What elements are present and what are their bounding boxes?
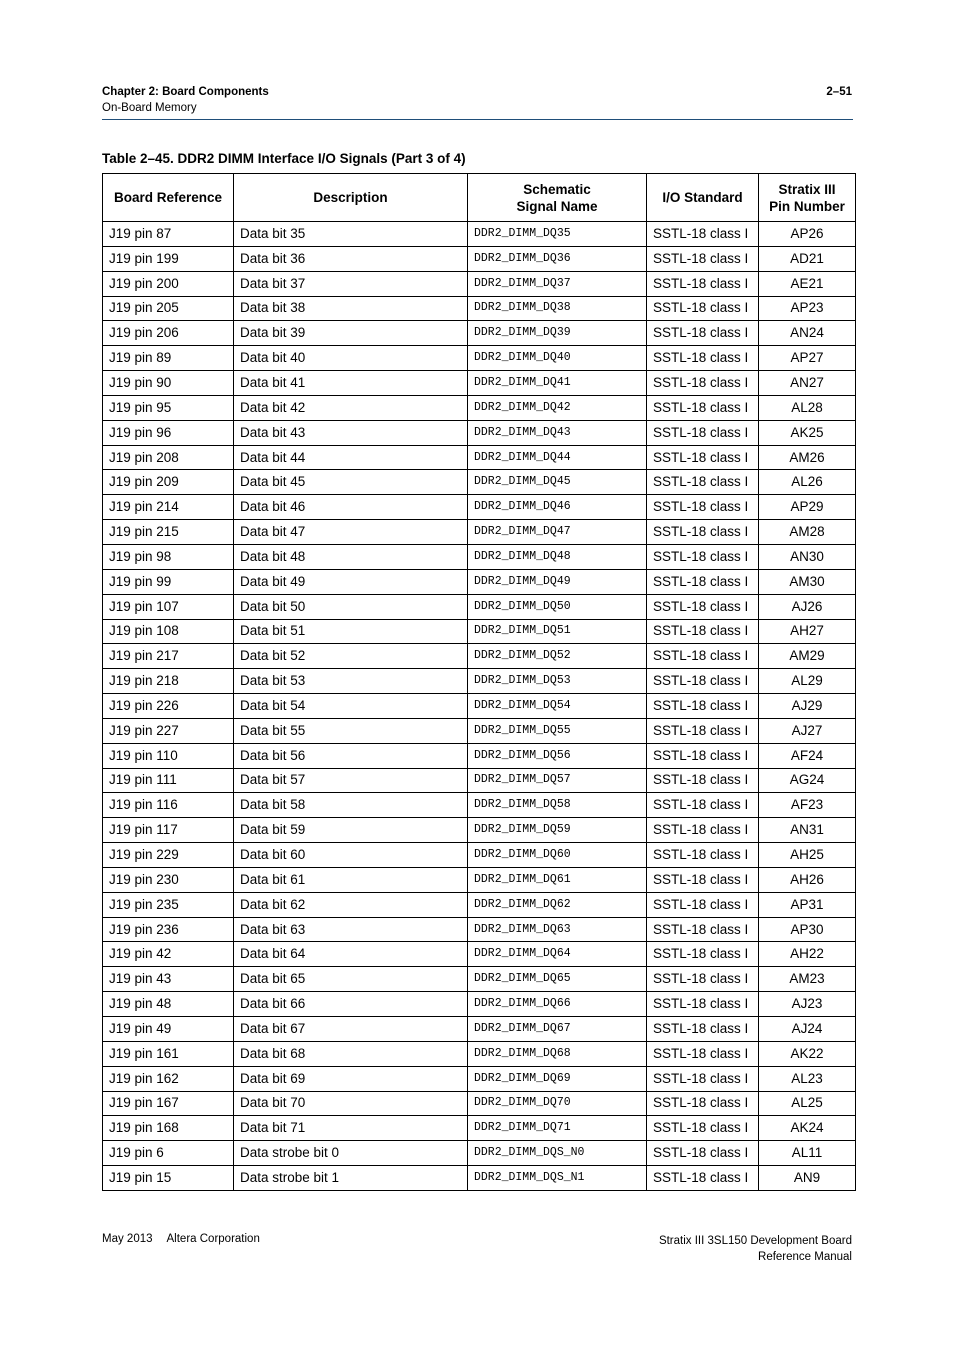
col-header-io-standard: I/O Standard bbox=[647, 174, 759, 222]
table-row bbox=[103, 346, 856, 371]
signals-table bbox=[102, 173, 856, 1191]
col-header-board-reference: Board Reference bbox=[103, 174, 234, 222]
table-row bbox=[103, 495, 856, 520]
pin-number-cell: AM30 bbox=[759, 569, 856, 594]
col-header-description: Description bbox=[234, 174, 468, 222]
table-caption: Table 2–45. DDR2 DIMM Interface I/O Signals (Part 3 of 4) bbox=[102, 151, 466, 166]
board-reference-cell: J19 pin 6 bbox=[103, 1141, 234, 1166]
description-cell: Data bit 44 bbox=[234, 445, 468, 470]
io-standard-cell: SSTL-18 class I bbox=[647, 718, 759, 743]
description-cell: Data bit 64 bbox=[234, 942, 468, 967]
table-row bbox=[103, 967, 856, 992]
footer-date: May 2013 bbox=[102, 1233, 153, 1245]
signal-name-cell: DDR2_DIMM_DQ62 bbox=[468, 892, 647, 917]
signal-name-cell: DDR2_DIMM_DQ35 bbox=[468, 222, 647, 247]
signal-name-cell: DDR2_DIMM_DQ60 bbox=[468, 843, 647, 868]
board-reference-cell: J19 pin 98 bbox=[103, 544, 234, 569]
table-row bbox=[103, 1116, 856, 1141]
io-standard-cell: SSTL-18 class I bbox=[647, 520, 759, 545]
table-row bbox=[103, 768, 856, 793]
description-cell: Data bit 36 bbox=[234, 246, 468, 271]
board-reference-cell: J19 pin 209 bbox=[103, 470, 234, 495]
board-reference-cell: J19 pin 15 bbox=[103, 1166, 234, 1191]
col-header-schematic-signal-name bbox=[468, 174, 647, 222]
running-header bbox=[102, 84, 269, 116]
pin-number-cell: AP30 bbox=[759, 917, 856, 942]
description-cell: Data bit 62 bbox=[234, 892, 468, 917]
header-rule bbox=[102, 119, 853, 120]
io-standard-cell: SSTL-18 class I bbox=[647, 743, 759, 768]
board-reference-cell: J19 pin 42 bbox=[103, 942, 234, 967]
description-cell: Data bit 60 bbox=[234, 843, 468, 868]
description-cell: Data bit 58 bbox=[234, 793, 468, 818]
pin-number-cell: AJ23 bbox=[759, 992, 856, 1017]
board-reference-cell: J19 pin 111 bbox=[103, 768, 234, 793]
io-standard-cell: SSTL-18 class I bbox=[647, 420, 759, 445]
signal-name-cell: DDR2_DIMM_DQ63 bbox=[468, 917, 647, 942]
io-standard-cell: SSTL-18 class I bbox=[647, 470, 759, 495]
io-standard-cell: SSTL-18 class I bbox=[647, 694, 759, 719]
pin-number-cell: AN27 bbox=[759, 371, 856, 396]
board-reference-cell: J19 pin 89 bbox=[103, 346, 234, 371]
signal-name-cell: DDR2_DIMM_DQ61 bbox=[468, 867, 647, 892]
signal-name-cell: DDR2_DIMM_DQ50 bbox=[468, 594, 647, 619]
signal-name-cell: DDR2_DIMM_DQ48 bbox=[468, 544, 647, 569]
footer-doc-title-line1: Stratix III 3SL150 Development Board bbox=[658, 1235, 852, 1247]
io-standard-cell: SSTL-18 class I bbox=[647, 395, 759, 420]
table-row bbox=[103, 1066, 856, 1091]
pin-number-cell: AP23 bbox=[759, 296, 856, 321]
col-header-pin-number bbox=[759, 174, 856, 222]
board-reference-cell: J19 pin 116 bbox=[103, 793, 234, 818]
col-header-pin-line1: Stratix III bbox=[778, 181, 836, 197]
table-row bbox=[103, 445, 856, 470]
footer-right bbox=[659, 1233, 852, 1265]
pin-number-cell: AH27 bbox=[759, 619, 856, 644]
description-cell: Data bit 35 bbox=[234, 222, 468, 247]
board-reference-cell: J19 pin 96 bbox=[103, 420, 234, 445]
table-row bbox=[103, 321, 856, 346]
description-cell: Data bit 63 bbox=[234, 917, 468, 942]
signal-name-cell: DDR2_DIMM_DQ69 bbox=[468, 1066, 647, 1091]
board-reference-cell: J19 pin 49 bbox=[103, 1017, 234, 1042]
description-cell: Data bit 56 bbox=[234, 743, 468, 768]
signal-name-cell: DDR2_DIMM_DQ41 bbox=[468, 371, 647, 396]
description-cell: Data bit 54 bbox=[234, 694, 468, 719]
signal-name-cell: DDR2_DIMM_DQ66 bbox=[468, 992, 647, 1017]
pin-number-cell: AN24 bbox=[759, 321, 856, 346]
io-standard-cell: SSTL-18 class I bbox=[647, 892, 759, 917]
table-row bbox=[103, 544, 856, 569]
signal-name-cell: DDR2_DIMM_DQ52 bbox=[468, 644, 647, 669]
table-row bbox=[103, 942, 856, 967]
pin-number-cell: AM23 bbox=[759, 967, 856, 992]
board-reference-cell: J19 pin 199 bbox=[103, 246, 234, 271]
signal-name-cell: DDR2_DIMM_DQ45 bbox=[468, 470, 647, 495]
table-row bbox=[103, 718, 856, 743]
table-row bbox=[103, 818, 856, 843]
board-reference-cell: J19 pin 87 bbox=[103, 222, 234, 247]
table-row bbox=[103, 420, 856, 445]
io-standard-cell: SSTL-18 class I bbox=[647, 619, 759, 644]
board-reference-cell: J19 pin 162 bbox=[103, 1066, 234, 1091]
pin-number-cell: AL25 bbox=[759, 1091, 856, 1116]
signal-name-cell: DDR2_DIMM_DQ51 bbox=[468, 619, 647, 644]
signal-name-cell: DDR2_DIMM_DQ59 bbox=[468, 818, 647, 843]
board-reference-cell: J19 pin 214 bbox=[103, 495, 234, 520]
board-reference-cell: J19 pin 43 bbox=[103, 967, 234, 992]
io-standard-cell: SSTL-18 class I bbox=[647, 495, 759, 520]
description-cell: Data bit 51 bbox=[234, 619, 468, 644]
board-reference-cell: J19 pin 236 bbox=[103, 917, 234, 942]
pin-number-cell: AM26 bbox=[759, 445, 856, 470]
description-cell: Data bit 50 bbox=[234, 594, 468, 619]
pin-number-cell: AJ26 bbox=[759, 594, 856, 619]
signal-name-cell: DDR2_DIMM_DQ56 bbox=[468, 743, 647, 768]
signal-name-cell: DDR2_DIMM_DQ40 bbox=[468, 346, 647, 371]
pin-number-cell: AK24 bbox=[759, 1116, 856, 1141]
page-number: 2–51 bbox=[826, 86, 852, 98]
description-cell: Data bit 46 bbox=[234, 495, 468, 520]
signal-name-cell: DDR2_DIMM_DQ42 bbox=[468, 395, 647, 420]
io-standard-cell: SSTL-18 class I bbox=[647, 321, 759, 346]
io-standard-cell: SSTL-18 class I bbox=[647, 1166, 759, 1191]
description-cell: Data strobe bit 0 bbox=[234, 1141, 468, 1166]
io-standard-cell: SSTL-18 class I bbox=[647, 967, 759, 992]
table-row bbox=[103, 594, 856, 619]
io-standard-cell: SSTL-18 class I bbox=[647, 371, 759, 396]
description-cell: Data bit 38 bbox=[234, 296, 468, 321]
table-row bbox=[103, 222, 856, 247]
description-cell: Data bit 69 bbox=[234, 1066, 468, 1091]
table-row bbox=[103, 395, 856, 420]
description-cell: Data bit 47 bbox=[234, 520, 468, 545]
signal-name-cell: DDR2_DIMM_DQ39 bbox=[468, 321, 647, 346]
io-standard-cell: SSTL-18 class I bbox=[647, 569, 759, 594]
board-reference-cell: J19 pin 117 bbox=[103, 818, 234, 843]
io-standard-cell: SSTL-18 class I bbox=[647, 1041, 759, 1066]
signal-name-cell: DDR2_DIMM_DQ46 bbox=[468, 495, 647, 520]
io-standard-cell: SSTL-18 class I bbox=[647, 644, 759, 669]
pin-number-cell: AE21 bbox=[759, 271, 856, 296]
description-cell: Data bit 68 bbox=[234, 1041, 468, 1066]
io-standard-cell: SSTL-18 class I bbox=[647, 544, 759, 569]
table-header-row bbox=[103, 174, 856, 222]
table-row bbox=[103, 296, 856, 321]
pin-number-cell: AP26 bbox=[759, 222, 856, 247]
board-reference-cell: J19 pin 168 bbox=[103, 1116, 234, 1141]
signal-name-cell: DDR2_DIMM_DQ38 bbox=[468, 296, 647, 321]
signal-name-cell: DDR2_DIMM_DQ58 bbox=[468, 793, 647, 818]
signal-name-cell: DDR2_DIMM_DQ67 bbox=[468, 1017, 647, 1042]
board-reference-cell: J19 pin 218 bbox=[103, 669, 234, 694]
table-row bbox=[103, 1141, 856, 1166]
pin-number-cell: AL26 bbox=[759, 470, 856, 495]
description-cell: Data bit 70 bbox=[234, 1091, 468, 1116]
signal-name-cell: DDR2_DIMM_DQ68 bbox=[468, 1041, 647, 1066]
signal-name-cell: DDR2_DIMM_DQ55 bbox=[468, 718, 647, 743]
description-cell: Data bit 57 bbox=[234, 768, 468, 793]
io-standard-cell: SSTL-18 class I bbox=[647, 669, 759, 694]
pin-number-cell: AJ29 bbox=[759, 694, 856, 719]
description-cell: Data bit 71 bbox=[234, 1116, 468, 1141]
io-standard-cell: SSTL-18 class I bbox=[647, 1066, 759, 1091]
pin-number-cell: AG24 bbox=[759, 768, 856, 793]
pin-number-cell: AL11 bbox=[759, 1141, 856, 1166]
io-standard-cell: SSTL-18 class I bbox=[647, 1116, 759, 1141]
board-reference-cell: J19 pin 217 bbox=[103, 644, 234, 669]
signal-name-cell: DDR2_DIMM_DQ54 bbox=[468, 694, 647, 719]
table-row bbox=[103, 694, 856, 719]
table-row bbox=[103, 867, 856, 892]
io-standard-cell: SSTL-18 class I bbox=[647, 271, 759, 296]
table-row bbox=[103, 992, 856, 1017]
io-standard-cell: SSTL-18 class I bbox=[647, 917, 759, 942]
board-reference-cell: J19 pin 235 bbox=[103, 892, 234, 917]
board-reference-cell: J19 pin 161 bbox=[103, 1041, 234, 1066]
description-cell: Data strobe bit 1 bbox=[234, 1166, 468, 1191]
pin-number-cell: AF24 bbox=[759, 743, 856, 768]
io-standard-cell: SSTL-18 class I bbox=[647, 793, 759, 818]
col-header-schematic-line2: Signal Name bbox=[516, 198, 598, 214]
pin-number-cell: AK22 bbox=[759, 1041, 856, 1066]
pin-number-cell: AH26 bbox=[759, 867, 856, 892]
pin-number-cell: AN30 bbox=[759, 544, 856, 569]
footer-company: Altera Corporation bbox=[166, 1233, 260, 1245]
pin-number-cell: AJ27 bbox=[759, 718, 856, 743]
col-header-pin-line2: Pin Number bbox=[769, 198, 845, 214]
signal-name-cell: DDR2_DIMM_DQS_N0 bbox=[468, 1141, 647, 1166]
table-row bbox=[103, 619, 856, 644]
board-reference-cell: J19 pin 200 bbox=[103, 271, 234, 296]
signal-name-cell: DDR2_DIMM_DQ43 bbox=[468, 420, 647, 445]
board-reference-cell: J19 pin 108 bbox=[103, 619, 234, 644]
table-row bbox=[103, 371, 856, 396]
board-reference-cell: J19 pin 226 bbox=[103, 694, 234, 719]
section-title: On-Board Memory bbox=[102, 102, 197, 114]
description-cell: Data bit 55 bbox=[234, 718, 468, 743]
pin-number-cell: AF23 bbox=[759, 793, 856, 818]
description-cell: Data bit 53 bbox=[234, 669, 468, 694]
signal-name-cell: DDR2_DIMM_DQ37 bbox=[468, 271, 647, 296]
board-reference-cell: J19 pin 229 bbox=[103, 843, 234, 868]
io-standard-cell: SSTL-18 class I bbox=[647, 818, 759, 843]
description-cell: Data bit 49 bbox=[234, 569, 468, 594]
table-row bbox=[103, 470, 856, 495]
board-reference-cell: J19 pin 107 bbox=[103, 594, 234, 619]
description-cell: Data bit 66 bbox=[234, 992, 468, 1017]
board-reference-cell: J19 pin 230 bbox=[103, 867, 234, 892]
pin-number-cell: AM29 bbox=[759, 644, 856, 669]
table-row bbox=[103, 843, 856, 868]
io-standard-cell: SSTL-18 class I bbox=[647, 222, 759, 247]
signal-name-cell: DDR2_DIMM_DQ64 bbox=[468, 942, 647, 967]
table-row bbox=[103, 569, 856, 594]
board-reference-cell: J19 pin 167 bbox=[103, 1091, 234, 1116]
pin-number-cell: AJ24 bbox=[759, 1017, 856, 1042]
signal-name-cell: DDR2_DIMM_DQ49 bbox=[468, 569, 647, 594]
col-header-schematic-line1: Schematic bbox=[523, 181, 591, 197]
board-reference-cell: J19 pin 208 bbox=[103, 445, 234, 470]
io-standard-cell: SSTL-18 class I bbox=[647, 445, 759, 470]
pin-number-cell: AP31 bbox=[759, 892, 856, 917]
board-reference-cell: J19 pin 205 bbox=[103, 296, 234, 321]
signal-name-cell: DDR2_DIMM_DQ70 bbox=[468, 1091, 647, 1116]
table-body bbox=[103, 222, 856, 1191]
signal-name-cell: DDR2_DIMM_DQ47 bbox=[468, 520, 647, 545]
io-standard-cell: SSTL-18 class I bbox=[647, 1141, 759, 1166]
pin-number-cell: AH25 bbox=[759, 843, 856, 868]
pin-number-cell: AL28 bbox=[759, 395, 856, 420]
description-cell: Data bit 52 bbox=[234, 644, 468, 669]
description-cell: Data bit 41 bbox=[234, 371, 468, 396]
io-standard-cell: SSTL-18 class I bbox=[647, 346, 759, 371]
description-cell: Data bit 45 bbox=[234, 470, 468, 495]
table-row bbox=[103, 520, 856, 545]
chapter-title: Chapter 2: Board Components bbox=[102, 86, 269, 98]
io-standard-cell: SSTL-18 class I bbox=[647, 1091, 759, 1116]
board-reference-cell: J19 pin 215 bbox=[103, 520, 234, 545]
io-standard-cell: SSTL-18 class I bbox=[647, 296, 759, 321]
description-cell: Data bit 39 bbox=[234, 321, 468, 346]
pin-number-cell: AP29 bbox=[759, 495, 856, 520]
signal-name-cell: DDR2_DIMM_DQ53 bbox=[468, 669, 647, 694]
table-row bbox=[103, 246, 856, 271]
pin-number-cell: AL23 bbox=[759, 1066, 856, 1091]
description-cell: Data bit 48 bbox=[234, 544, 468, 569]
io-standard-cell: SSTL-18 class I bbox=[647, 246, 759, 271]
table-row bbox=[103, 271, 856, 296]
io-standard-cell: SSTL-18 class I bbox=[647, 843, 759, 868]
signal-name-cell: DDR2_DIMM_DQ71 bbox=[468, 1116, 647, 1141]
pin-number-cell: AL29 bbox=[759, 669, 856, 694]
description-cell: Data bit 42 bbox=[234, 395, 468, 420]
table-row bbox=[103, 1091, 856, 1116]
description-cell: Data bit 40 bbox=[234, 346, 468, 371]
io-standard-cell: SSTL-18 class I bbox=[647, 992, 759, 1017]
board-reference-cell: J19 pin 95 bbox=[103, 395, 234, 420]
table-row bbox=[103, 669, 856, 694]
table-row bbox=[103, 644, 856, 669]
table-row bbox=[103, 1041, 856, 1066]
io-standard-cell: SSTL-18 class I bbox=[647, 942, 759, 967]
footer-left bbox=[102, 1233, 274, 1245]
signal-name-cell: DDR2_DIMM_DQ44 bbox=[468, 445, 647, 470]
signal-name-cell: DDR2_DIMM_DQ36 bbox=[468, 246, 647, 271]
io-standard-cell: SSTL-18 class I bbox=[647, 867, 759, 892]
footer-doc-title-line2: Reference Manual bbox=[758, 1251, 852, 1263]
board-reference-cell: J19 pin 110 bbox=[103, 743, 234, 768]
pin-number-cell: AH22 bbox=[759, 942, 856, 967]
pin-number-cell: AM28 bbox=[759, 520, 856, 545]
table-row bbox=[103, 793, 856, 818]
board-reference-cell: J19 pin 90 bbox=[103, 371, 234, 396]
description-cell: Data bit 67 bbox=[234, 1017, 468, 1042]
pin-number-cell: AN9 bbox=[759, 1166, 856, 1191]
table-row bbox=[103, 917, 856, 942]
board-reference-cell: J19 pin 206 bbox=[103, 321, 234, 346]
io-standard-cell: SSTL-18 class I bbox=[647, 768, 759, 793]
io-standard-cell: SSTL-18 class I bbox=[647, 1017, 759, 1042]
description-cell: Data bit 43 bbox=[234, 420, 468, 445]
table-row bbox=[103, 892, 856, 917]
pin-number-cell: AK25 bbox=[759, 420, 856, 445]
table-row bbox=[103, 1017, 856, 1042]
description-cell: Data bit 61 bbox=[234, 867, 468, 892]
pin-number-cell: AP27 bbox=[759, 346, 856, 371]
signal-name-cell: DDR2_DIMM_DQ57 bbox=[468, 768, 647, 793]
board-reference-cell: J19 pin 48 bbox=[103, 992, 234, 1017]
io-standard-cell: SSTL-18 class I bbox=[647, 594, 759, 619]
signal-name-cell: DDR2_DIMM_DQ65 bbox=[468, 967, 647, 992]
board-reference-cell: J19 pin 227 bbox=[103, 718, 234, 743]
description-cell: Data bit 37 bbox=[234, 271, 468, 296]
table-row bbox=[103, 743, 856, 768]
board-reference-cell: J19 pin 99 bbox=[103, 569, 234, 594]
description-cell: Data bit 59 bbox=[234, 818, 468, 843]
description-cell: Data bit 65 bbox=[234, 967, 468, 992]
pin-number-cell: AN31 bbox=[759, 818, 856, 843]
signal-name-cell: DDR2_DIMM_DQS_N1 bbox=[468, 1166, 647, 1191]
table-row bbox=[103, 1166, 856, 1191]
pin-number-cell: AD21 bbox=[759, 246, 856, 271]
